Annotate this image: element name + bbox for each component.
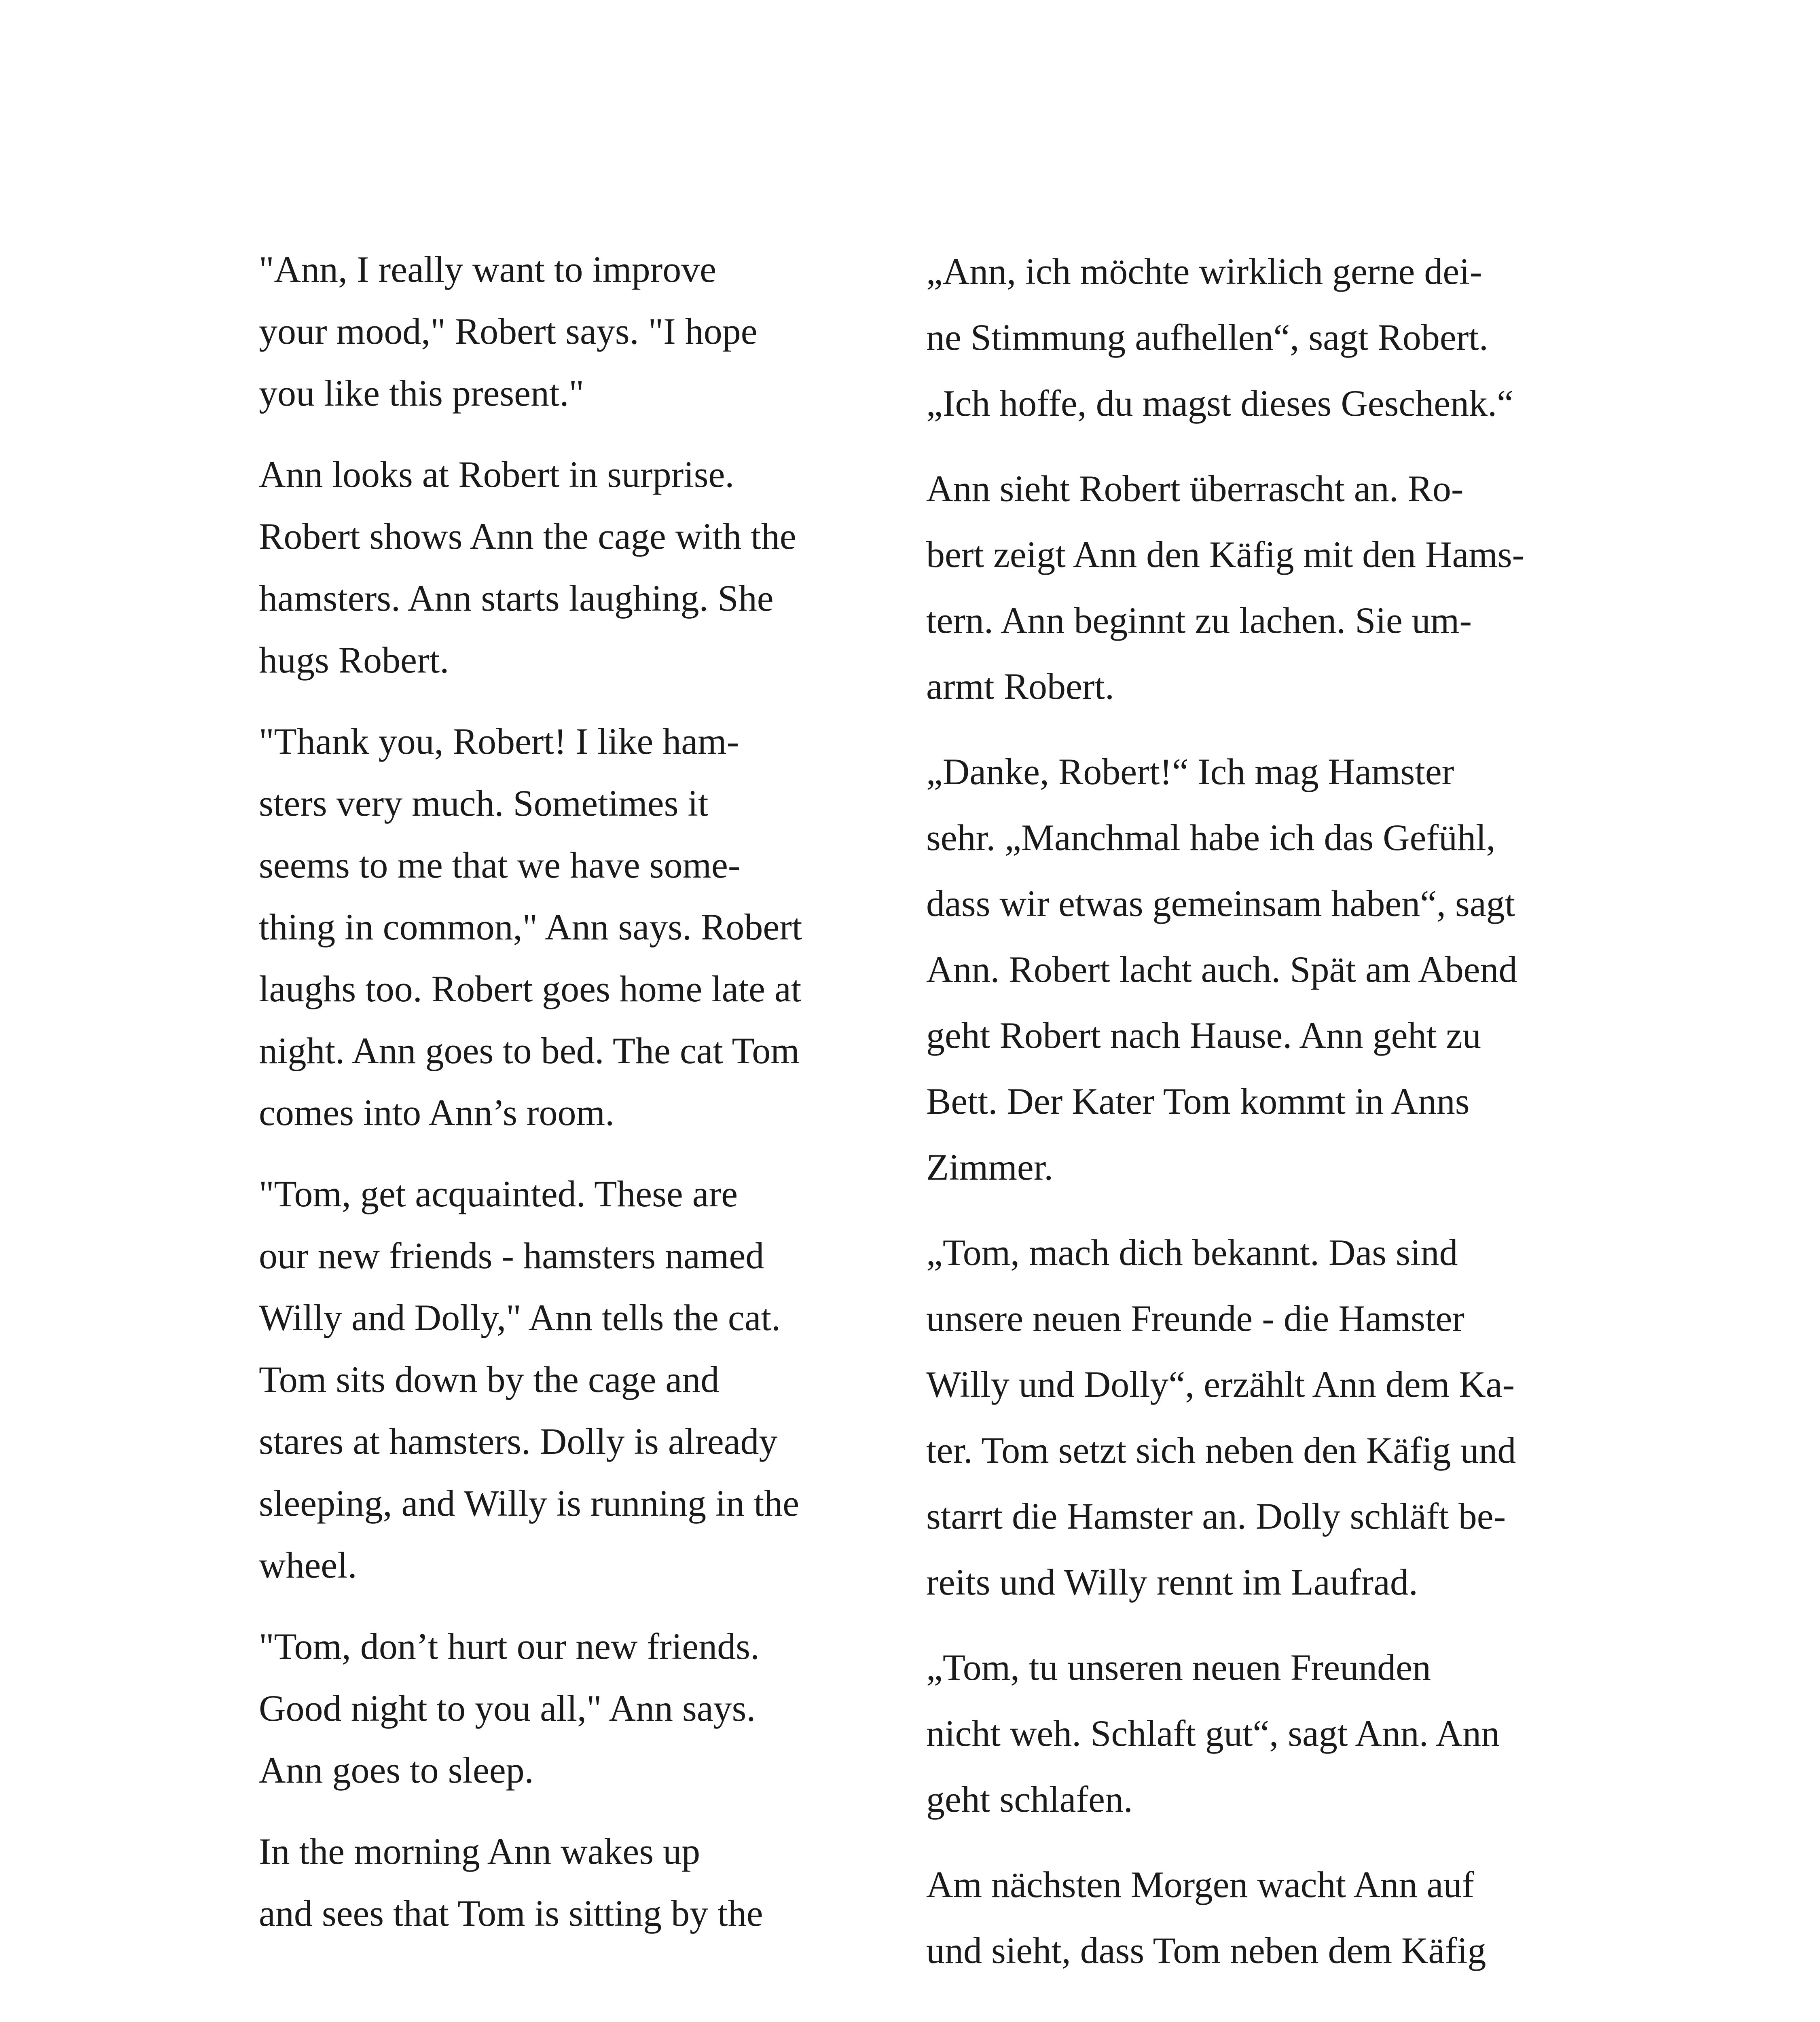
german-paragraph: [878, 1852, 1565, 1984]
english-text-line: stares at hamsters. Dolly is already: [259, 1421, 778, 1462]
german-text-line: reits und Willy rennt im Laufrad.: [926, 1561, 1418, 1603]
german-text-line: ne Stimmung aufhellen“, sagt Robert.: [926, 317, 1488, 358]
english-text-line: your mood," Robert says. "I hope: [259, 311, 758, 352]
english-text-line: In the morning Ann wakes up: [259, 1831, 700, 1872]
german-paragraph: [878, 1220, 1565, 1615]
english-paragraph: [210, 1821, 841, 1944]
german-text-line: Willy und Dolly“, erzählt Ann dem Ka-: [926, 1364, 1515, 1405]
english-text-line: seems to me that we have some-: [259, 844, 741, 886]
german-text-line: dass wir etwas gemeinsam haben“, sagt: [926, 883, 1515, 924]
german-text-line: Ann. Robert lacht auch. Spät am Abend: [926, 949, 1517, 990]
german-paragraph: [878, 456, 1565, 719]
english-text-line: night. Ann goes to bed. The cat Tom: [259, 1030, 800, 1071]
german-text-line: armt Robert.: [926, 666, 1114, 707]
english-paragraph: [210, 444, 841, 691]
english-text-line: Tom sits down by the cage and: [259, 1359, 720, 1400]
english-paragraph: [210, 711, 841, 1144]
english-text-line: and sees that Tom is sitting by the: [259, 1893, 763, 1934]
english-text-line: our new friends - hamsters named: [259, 1235, 764, 1276]
english-text-line: Willy and Dolly," Ann tells the cat.: [259, 1297, 781, 1338]
english-column: [210, 239, 841, 1944]
english-paragraph: [210, 1163, 841, 1596]
english-text-line: hamsters. Ann starts laughing. She: [259, 577, 774, 619]
english-paragraph: [210, 1616, 841, 1801]
german-text-line: „Ann, ich möchte wirklich gerne dei-: [926, 251, 1482, 292]
english-text-line: Ann goes to sleep.: [259, 1749, 534, 1791]
german-text-line: geht Robert nach Hause. Ann geht zu: [926, 1015, 1481, 1056]
english-text-line: laughs too. Robert goes home late at: [259, 968, 802, 1009]
english-text-line: "Tom, get acquainted. These are: [259, 1173, 738, 1214]
english-paragraph: [210, 239, 841, 424]
german-text-line: und sieht, dass Tom neben dem Käfig: [926, 1930, 1486, 1971]
german-text-line: Ann sieht Robert überrascht an. Ro-: [926, 468, 1464, 509]
german-text-line: „Tom, tu unseren neuen Freunden: [926, 1647, 1431, 1688]
german-text-line: geht schlafen.: [926, 1779, 1133, 1820]
german-text-line: starrt die Hamster an. Dolly schläft be-: [926, 1495, 1506, 1537]
german-text-line: „Danke, Robert!“ Ich mag Hamster: [926, 751, 1454, 792]
english-text-line: sters very much. Sometimes it: [259, 783, 709, 824]
english-text-line: "Tom, don’t hurt our new friends.: [259, 1626, 760, 1667]
english-text-line: you like this present.": [259, 372, 584, 414]
german-text-line: „Tom, mach dich bekannt. Das sind: [926, 1232, 1458, 1273]
english-text-line: thing in common," Ann says. Robert: [259, 906, 802, 948]
english-text-line: comes into Ann’s room.: [259, 1092, 615, 1133]
german-text-line: sehr. „Manchmal habe ich das Gefühl,: [926, 817, 1496, 858]
german-text-line: Bett. Der Kater Tom kommt in Anns: [926, 1081, 1470, 1122]
german-text-line: nicht weh. Schlaft gut“, sagt Ann. Ann: [926, 1713, 1500, 1754]
german-text-line: tern. Ann beginnt zu lachen. Sie um-: [926, 600, 1472, 641]
german-text-line: Zimmer.: [926, 1146, 1054, 1188]
english-text-line: "Ann, I really want to improve: [259, 249, 717, 290]
german-paragraph: [878, 239, 1565, 436]
german-text-line: Am nächsten Morgen wacht Ann auf: [926, 1864, 1474, 1905]
english-text-line: Ann looks at Robert in surprise.: [259, 454, 734, 495]
english-text-line: hugs Robert.: [259, 639, 449, 681]
german-text-line: ter. Tom setzt sich neben den Käfig und: [926, 1430, 1516, 1471]
german-text-line: bert zeigt Ann den Käfig mit den Hams-: [926, 534, 1525, 575]
german-text-line: unsere neuen Freunde - die Hamster: [926, 1298, 1464, 1339]
german-text-line: „Ich hoffe, du magst dieses Geschenk.“: [926, 383, 1513, 424]
german-paragraph: [878, 739, 1565, 1200]
english-text-line: "Thank you, Robert! I like ham-: [259, 721, 739, 762]
german-paragraph: [878, 1635, 1565, 1832]
english-text-line: Good night to you all," Ann says.: [259, 1688, 756, 1729]
english-text-line: Robert shows Ann the cage with the: [259, 516, 796, 557]
english-text-line: wheel.: [259, 1544, 357, 1586]
german-column: [878, 239, 1565, 1984]
english-text-line: sleeping, and Willy is running in the: [259, 1483, 800, 1524]
